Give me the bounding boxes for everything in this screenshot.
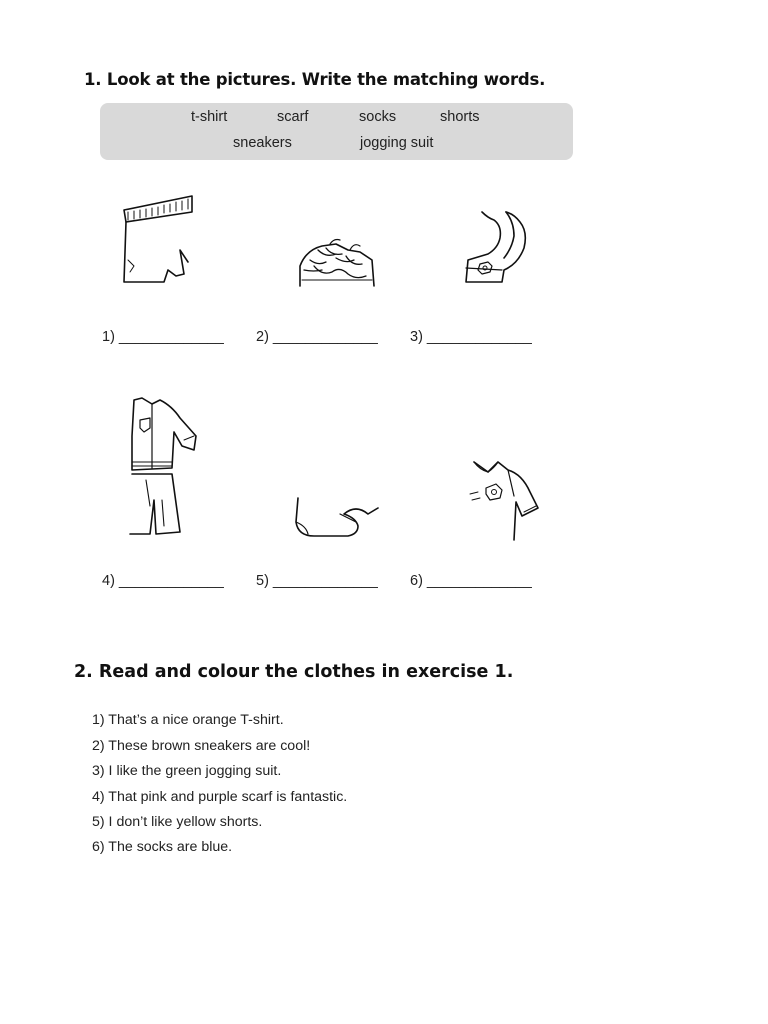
scarf-picture xyxy=(458,208,530,288)
exercise-2-title: 2. Read and colour the clothes in exercise 1. xyxy=(74,662,514,682)
sentence-item: 6) The socks are blue. xyxy=(92,839,233,855)
answer-blank-2[interactable]: 2) _____________ xyxy=(256,329,378,345)
jogging-suit-picture xyxy=(126,396,202,540)
sentence-item: 5) I don’t like yellow shorts. xyxy=(92,814,263,830)
answer-blank-6[interactable]: 6) _____________ xyxy=(410,573,532,589)
shorts-picture xyxy=(118,190,198,290)
word-bank-item: sneakers xyxy=(233,135,292,151)
t-shirt-picture xyxy=(466,456,546,546)
sneakers-picture xyxy=(296,236,378,290)
answer-blank-4[interactable]: 4) _____________ xyxy=(102,573,224,589)
word-bank-item: shorts xyxy=(440,109,480,125)
answer-blank-3[interactable]: 3) _____________ xyxy=(410,329,532,345)
word-bank-item: t-shirt xyxy=(191,109,228,125)
answer-blank-5[interactable]: 5) _____________ xyxy=(256,573,378,589)
word-bank-item: socks xyxy=(359,109,397,125)
sentence-item: 4) That pink and purple scarf is fantastic. xyxy=(92,789,348,805)
word-bank xyxy=(100,103,573,160)
exercise-1-title: 1. Look at the pictures. Write the matching words. xyxy=(84,70,546,89)
word-bank-item: jogging suit xyxy=(360,135,434,151)
sentence-item: 1) That’s a nice orange T-shirt. xyxy=(92,712,284,728)
word-bank-item: scarf xyxy=(277,109,309,125)
socks-picture xyxy=(292,492,384,542)
sentence-item: 3) I like the green jogging suit. xyxy=(92,763,282,779)
sentence-item: 2) These brown sneakers are cool! xyxy=(92,738,311,754)
answer-blank-1[interactable]: 1) _____________ xyxy=(102,329,224,345)
